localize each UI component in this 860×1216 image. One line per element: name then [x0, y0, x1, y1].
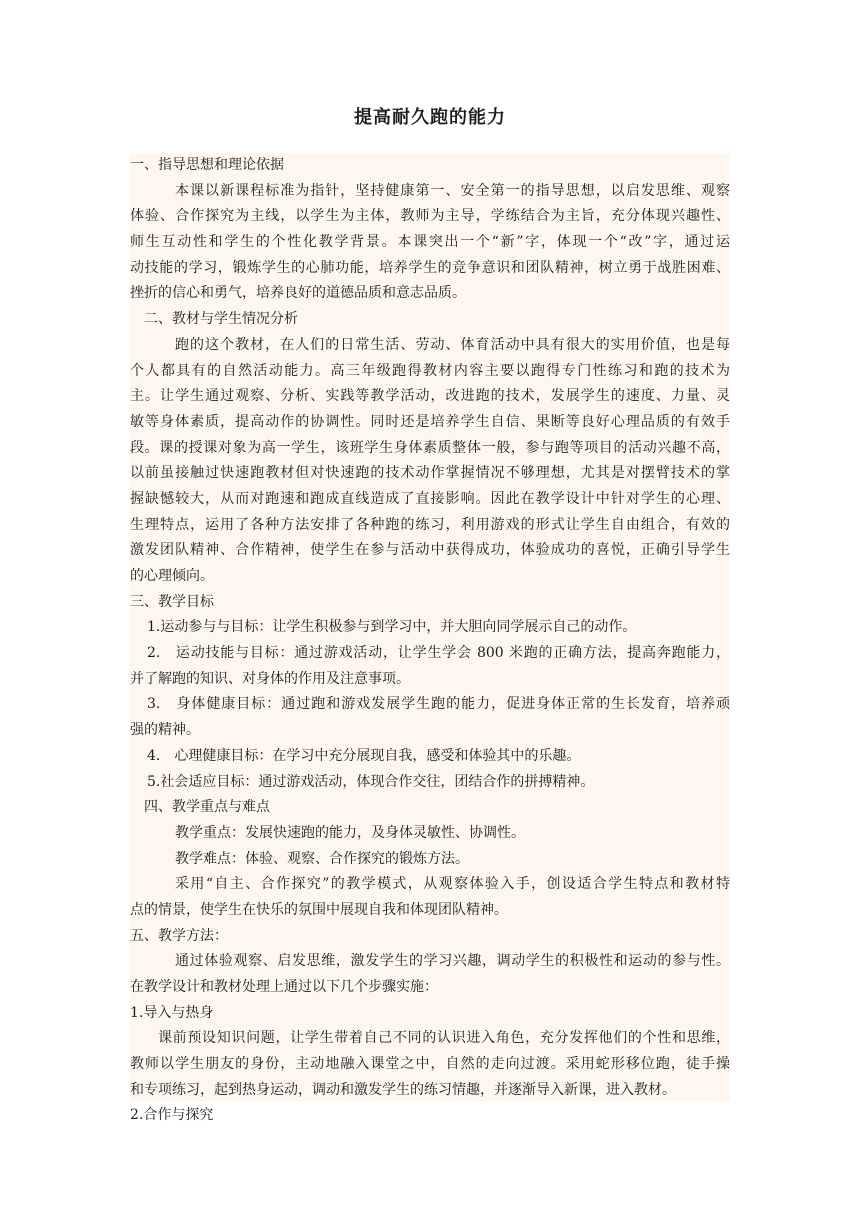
section-heading: 一、指导思想和理论依据 — [130, 157, 284, 173]
paragraph-line: 以前虽接触过快速跑教材但对快速跑的技术动作掌握情况不够理想，尤其是对摆臂技术的掌 — [130, 465, 730, 482]
list-item: 1.运动参与与目标：让学生积极参与到学习中，并大胆向同学展示自己的动作。 — [147, 619, 637, 636]
paragraph-line: 握缺憾较大，从而对跑速和跑成直线造成了直接影响。因此在教学设计中针对学生的心理、 — [130, 490, 730, 507]
document-title: 提高耐久跑的能力 — [354, 107, 506, 128]
paragraph-line: 激发团队精神、合作精神，使学生在参与活动中获得成功，体验成功的喜悦，正确引导学生 — [130, 542, 730, 559]
section-heading: 三、教学目标 — [130, 593, 214, 610]
paragraph-line: 动技能的学习，锻炼学生的心肺功能，培养学生的竞争意识和团队精神，树立勇于战胜困难、 — [130, 259, 730, 276]
list-item: 2. 运动技能与目标：通过游戏活动，让学生学会 800 米跑的正确方法，提高奔跑能力， — [147, 645, 730, 662]
list-item: 4. 心理健康目标：在学习中充分展现自我，感受和体验其中的乐趣。 — [147, 747, 581, 764]
paragraph-line: 跑的这个教材，在人们的日常生活、劳动、体育活动中具有很大的实用价值，也是每 — [175, 336, 730, 353]
paragraph-line: 的心理倾向。 — [130, 568, 214, 584]
paragraph-line: 采用“自主、合作探究”的教学模式，从观察体验入手，创设适合学生特点和教材特 — [175, 876, 730, 893]
section-heading: 二、教材与学生情况分析 — [144, 311, 298, 328]
paragraph-line: 教学重点：发展快速跑的能力，及身体灵敏性、协调性。 — [175, 824, 525, 841]
paragraph-line: 个人都具有的自然活动能力。高三年级跑得教材内容主要以跑得专门性练习和跑的技术为 — [130, 362, 730, 379]
paragraph-line: 在教学设计和教材处理上通过以下几个步骤实施： — [130, 979, 438, 995]
list-item: 3. 身体健康目标：通过跑和游戏发展学生跑的能力，促进身体正常的生长发育，培养顽 — [147, 696, 730, 713]
subsection-heading: 1.导入与热身 — [130, 1004, 214, 1021]
paragraph-line: 敏等身体素质，提高动作的协调性。同时还是培养学生自信、果断等良好心理品质的有效手 — [130, 413, 730, 430]
paragraph-line: 强的精神。 — [130, 722, 200, 739]
paragraph-line: 体验、合作探究为主线，以学生为主体，教师为主导，学练结合为主旨，充分体现兴趣性、 — [130, 208, 730, 225]
paragraph-line: 教学难点：体验、观察、合作探究的锻炼方法。 — [175, 850, 469, 867]
paragraph-line: 和专项练习，起到热身运动，调动和激发学生的练习情趣，并逐渐导入新课，进入教材。 — [130, 1081, 676, 1098]
list-item: 5.社会适应目标：通过游戏活动，体现合作交往，团结合作的拼搏精神。 — [147, 773, 595, 790]
subsection-heading: 2.合作与探究 — [130, 1107, 214, 1124]
paragraph-line: 段。课的授课对象为高一学生，该班学生身体素质整体一般，参与跑等项目的活动兴趣不高， — [130, 439, 730, 456]
paragraph-line: 师生互动性和学生的个性化教学背景。本课突出一个“新”字，体现一个“改”字，通过运 — [130, 234, 730, 251]
paragraph-line: 课前预设知识问题，让学生带着自己不同的认识进入角色，充分发挥他们的个性和思维， — [158, 1030, 730, 1047]
paragraph-line: 通过体验观察、启发思维，激发学生的学习兴趣，调动学生的积极性和运动的参与性。 — [175, 953, 730, 970]
paragraph-line: 主。让学生通过观察、分析、实践等教学活动，改进跑的技术，发展学生的速度、力量、灵 — [130, 388, 730, 405]
paragraph-line: 并了解跑的知识、对身体的作用及注意事项。 — [130, 670, 410, 687]
paragraph-line: 挫折的信心和勇气，培养良好的道德品质和意志品质。 — [130, 285, 466, 302]
document-body — [130, 153, 730, 1124]
section-heading: 四、教学重点与难点 — [144, 799, 270, 816]
paragraph-line: 生理特点，运用了各种方法安排了各种跑的练习，利用游戏的形式让学生自由组合，有效的 — [130, 516, 730, 533]
paragraph-line: 点的情景，使学生在快乐的氛围中展现自我和体现团队精神。 — [130, 901, 508, 918]
paragraph-line: 教师以学生朋友的身份，主动地融入课堂之中，自然的走向过渡。采用蛇形移位跑，徒手操 — [130, 1056, 730, 1073]
section-heading: 五、教学方法： — [130, 927, 228, 944]
paragraph-line: 本课以新课程标准为指针，坚持健康第一、安全第一的指导思想，以启发思维、观察 — [175, 182, 730, 199]
